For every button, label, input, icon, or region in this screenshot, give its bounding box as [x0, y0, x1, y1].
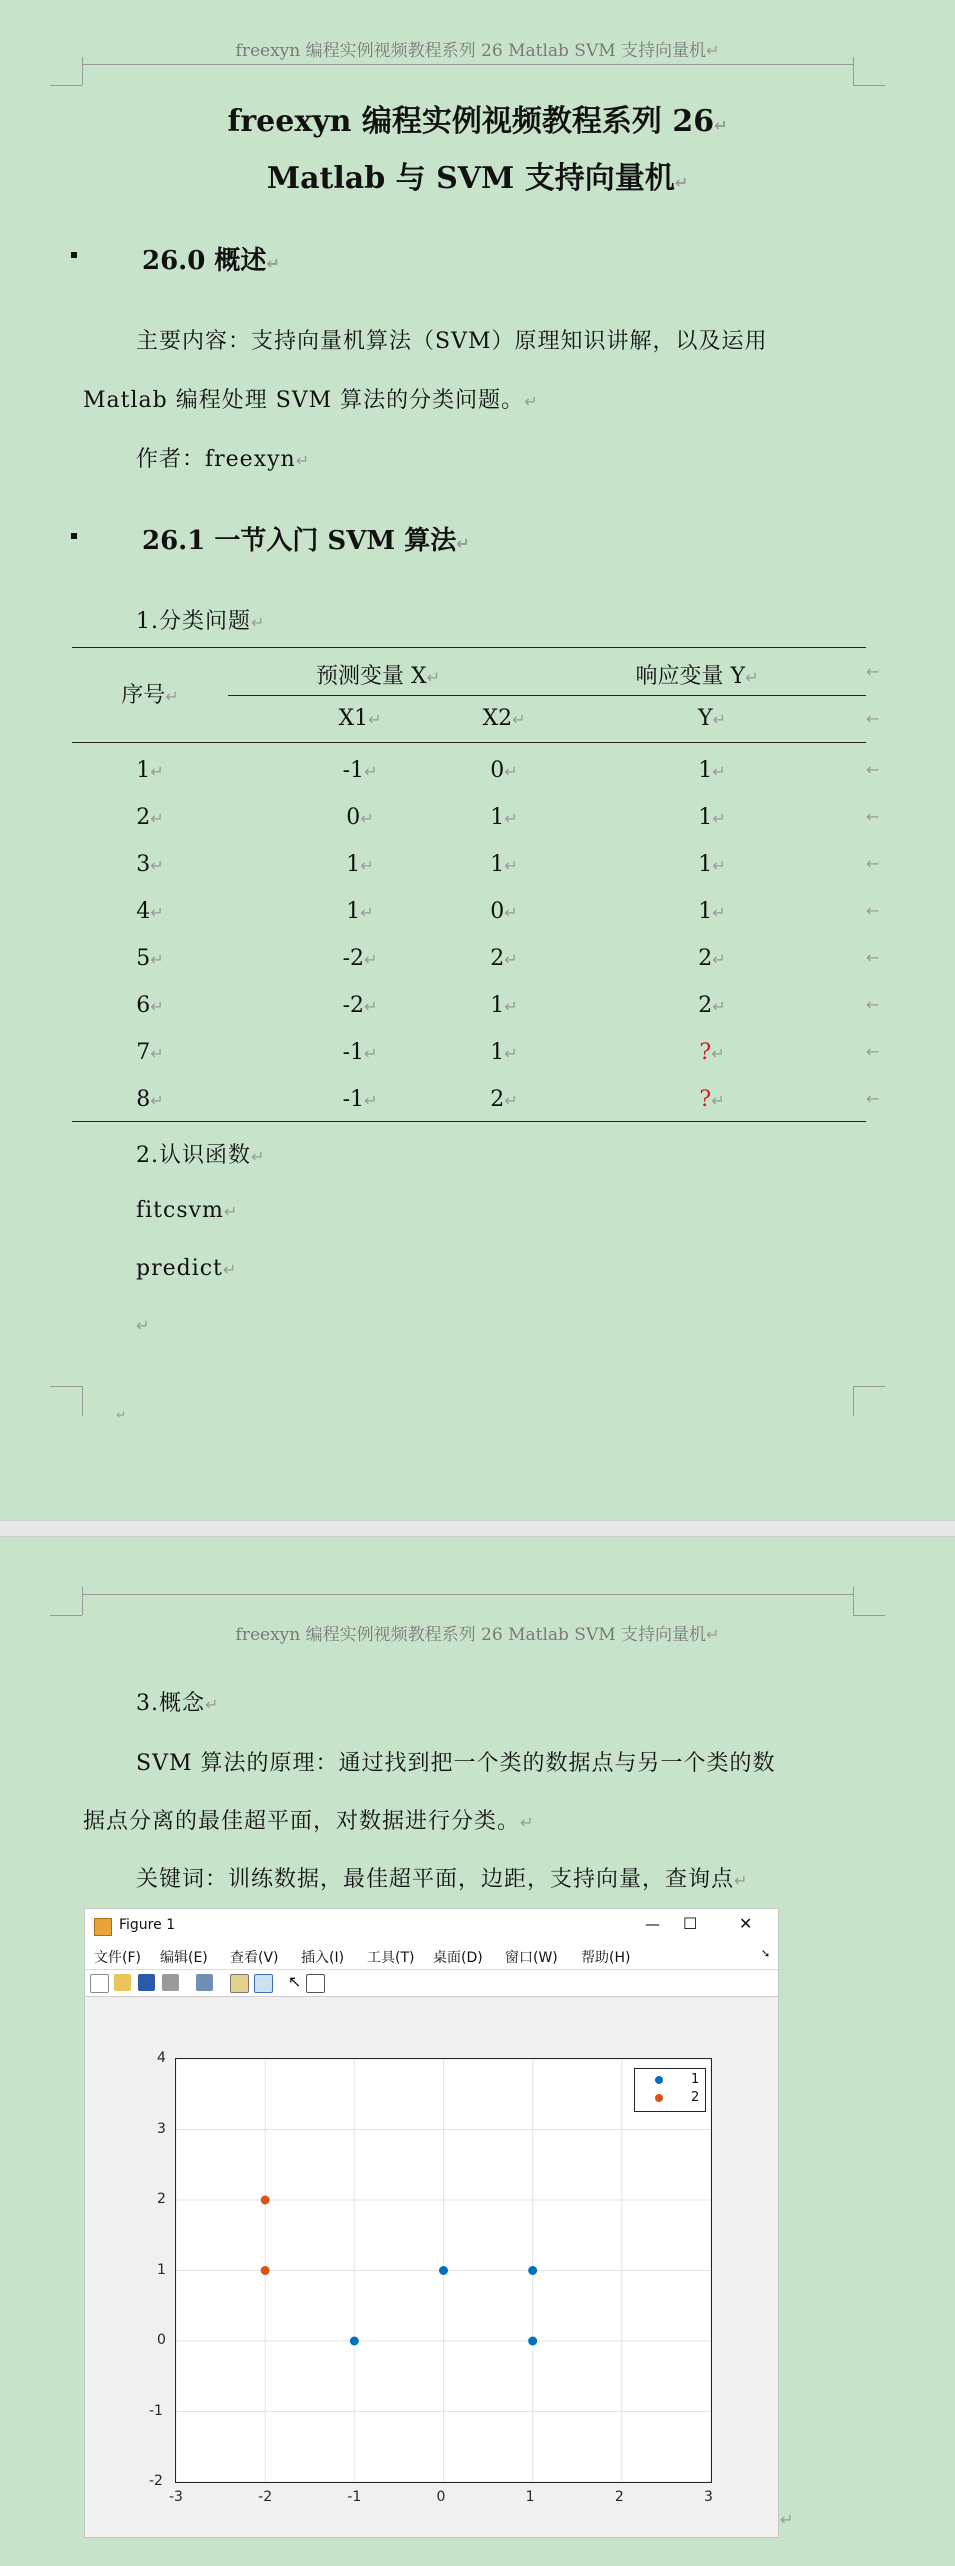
table-row: 4↵ 1↵ 0↵ 1↵ ←: [136, 899, 880, 924]
bullet-icon: [71, 533, 77, 539]
menu-insert[interactable]: 插入(I): [301, 1950, 345, 1966]
header-x1: X1↵: [338, 706, 382, 731]
new-file-icon[interactable]: [90, 1974, 109, 1993]
cell-x1: -1: [342, 758, 365, 783]
cell-x1: -2: [342, 993, 365, 1018]
data-point-series-1: [439, 2266, 448, 2275]
data-point-series-1: [350, 2337, 359, 2346]
figure-menu-bar: [85, 1943, 778, 1969]
cell-x1: 1: [346, 852, 361, 877]
table-row: 5↵ -2↵ 2↵ 2↵ ←: [136, 946, 880, 971]
pointer-icon[interactable]: ↖: [288, 1972, 302, 1991]
cell-x2: 0: [490, 899, 505, 924]
table-row: 7↵ -1↵ 1↵ ?↵ ←: [136, 1040, 880, 1065]
page-header: freexyn 编程实例视频教程系列 26 Matlab SVM 支持向量机↵: [235, 1625, 720, 1645]
matlab-logo-icon: [94, 1918, 112, 1936]
corner-mark: [82, 57, 83, 85]
corner-mark: [82, 1386, 83, 1416]
menu-desktop[interactable]: 桌面(D): [433, 1950, 483, 1966]
dock-arrow-icon[interactable]: ➘: [761, 1947, 771, 1960]
cell-x1: -2: [342, 946, 365, 971]
x-tick-label: -1: [347, 2489, 362, 2505]
corner-mark: [853, 1386, 854, 1416]
cell-x1: 0: [346, 805, 361, 830]
row-end-mark: ←: [866, 662, 880, 681]
concept-paragraph-line1: SVM 算法的原理：通过找到把一个类的数据点与另一个类的数: [136, 1751, 776, 1776]
menu-help[interactable]: 帮助(H): [581, 1950, 631, 1966]
header-index: 序号↵: [121, 683, 179, 708]
close-button[interactable]: ✕: [739, 1914, 753, 1933]
cell-index: 7: [136, 1040, 151, 1065]
x-tick-label: -2: [258, 2489, 273, 2505]
corner-mark: [853, 1587, 854, 1615]
function-name-predict: predict↵: [136, 1256, 238, 1281]
legend-marker-series-2: [655, 2094, 663, 2102]
paragraph-mark: ↵: [780, 2510, 794, 2529]
data-point-series-1: [528, 2337, 537, 2346]
table-row: 6↵ -2↵ 1↵ 2↵ ←: [136, 993, 880, 1018]
section-heading-svm: 26.1 一节入门 SVM 算法↵: [142, 526, 470, 556]
maximize-button[interactable]: ☐: [683, 1914, 698, 1933]
data-point-series-2: [261, 2196, 270, 2205]
cell-x1: 1: [346, 899, 361, 924]
cell-y: 2: [698, 993, 713, 1018]
y-tick-label: 0: [157, 2332, 166, 2348]
cell-x1: -1: [342, 1040, 365, 1065]
function-name-fitcsvm: fitcsvm↵: [136, 1198, 239, 1223]
figure-toolbar: [85, 1969, 778, 1997]
menu-view[interactable]: 查看(V): [230, 1950, 279, 1966]
cell-y: 1: [698, 805, 713, 830]
corner-mark: [853, 1386, 885, 1387]
y-tick-label: 1: [157, 2261, 166, 2278]
data-point-series-2: [261, 2266, 270, 2275]
corner-mark: [853, 1615, 885, 1616]
table-header-rule: [72, 742, 866, 743]
x-tick-label: 1: [525, 2489, 535, 2505]
plot-axes[interactable]: [175, 2058, 712, 2483]
list-item-concept: 3.概念↵: [136, 1691, 220, 1716]
corner-mark: [853, 85, 885, 86]
cell-index: 4: [136, 899, 151, 924]
bullet-icon: [71, 252, 77, 258]
cell-index: 5: [136, 946, 151, 971]
corner-mark: [82, 1587, 83, 1615]
cell-y: 1: [698, 852, 713, 877]
cell-x2: 0: [490, 758, 505, 783]
window-title: Figure 1: [119, 1917, 176, 1933]
property-inspector-icon[interactable]: [306, 1974, 325, 1993]
menu-file[interactable]: 文件(F): [94, 1950, 141, 1966]
data-table-header: [72, 648, 880, 742]
section-heading-overview: 26.0 概述↵: [142, 246, 280, 276]
list-item-classification: 1.分类问题↵: [136, 609, 266, 634]
cell-x2: 1: [490, 852, 505, 877]
keywords-line: 关键词：训练数据，最佳超平面，边距，支持向量，查询点↵: [136, 1867, 749, 1892]
header-rule: [82, 64, 853, 65]
corner-mark: [50, 1615, 82, 1616]
author-line: 作者：freexyn↵: [136, 447, 311, 472]
cell-y: 1: [698, 758, 713, 783]
menu-edit[interactable]: 编辑(E): [160, 1950, 208, 1966]
header-predictor-group: 预测变量 X↵: [315, 664, 441, 689]
y-tick-label: -1: [149, 2402, 163, 2419]
table-row: 8↵ -1↵ 2↵ ?↵ ←: [136, 1087, 880, 1112]
cell-x2: 1: [490, 805, 505, 830]
cell-x2: 1: [490, 1040, 505, 1065]
y-tick-label: -2: [149, 2473, 163, 2489]
page-header: freexyn 编程实例视频教程系列 26 Matlab SVM 支持向量机↵: [235, 41, 720, 61]
matlab-figure-window[interactable]: [84, 1908, 779, 2538]
y-tick-label: 2: [157, 2191, 166, 2207]
menu-window[interactable]: 窗口(W): [505, 1950, 558, 1966]
row-end-mark: ←: [866, 709, 880, 728]
y-tick-label: 4: [157, 2050, 166, 2066]
summary-paragraph-line2: Matlab 编程处理 SVM 算法的分类问题。↵: [83, 388, 539, 413]
cell-x2: 1: [490, 993, 505, 1018]
scatter-plot: [176, 2059, 711, 2482]
figure-title-bar[interactable]: [85, 1909, 778, 1943]
corner-mark: [50, 85, 82, 86]
table-row: 2↵ 0↵ 1↵ 1↵ ←: [136, 805, 880, 830]
x-tick-label: 3: [704, 2489, 713, 2505]
cell-index: 1: [136, 758, 151, 783]
header-rule: [82, 1594, 853, 1595]
paragraph-mark: ↵: [136, 1316, 150, 1335]
header-x2: X2↵: [482, 706, 526, 731]
print-icon[interactable]: [162, 1974, 179, 1991]
summary-paragraph-line1: 主要内容：支持向量机算法（SVM）原理知识讲解，以及运用: [136, 329, 768, 354]
cell-index: 3: [136, 852, 151, 877]
x-tick-label: 2: [614, 2489, 624, 2505]
save-icon[interactable]: [138, 1974, 155, 1991]
header-y: Y↵: [698, 706, 726, 731]
y-tick-label: 3: [157, 2120, 166, 2137]
corner-mark: [853, 57, 854, 85]
colorbar-icon[interactable]: [230, 1974, 249, 1993]
table-row: 1↵ -1↵ 0↵ 1↵ ←: [136, 758, 880, 783]
link-plot-icon[interactable]: [196, 1974, 213, 1991]
cell-x2: 2: [490, 1087, 505, 1112]
header-response-group: 响应变量 Y↵: [635, 664, 759, 689]
document-title-line2: Matlab 与 SVM 支持向量机↵: [266, 161, 689, 196]
list-item-functions: 2.认识函数↵: [136, 1143, 266, 1168]
paragraph-mark: ↵: [116, 1408, 127, 1422]
menu-tools[interactable]: 工具(T): [367, 1950, 415, 1966]
legend-icon[interactable]: [254, 1974, 273, 1993]
concept-paragraph-line2: 据点分离的最佳超平面，对数据进行分类。↵: [83, 1809, 535, 1834]
cell-y: 1: [698, 899, 713, 924]
cell-index: 8: [136, 1087, 151, 1112]
legend-box: [634, 2068, 706, 2112]
minimize-button[interactable]: —: [645, 1915, 660, 1933]
corner-mark: [50, 1386, 82, 1387]
legend-label-series-2: 2: [691, 2090, 700, 2105]
cell-x2: 2: [490, 946, 505, 971]
x-tick-label: 0: [436, 2489, 446, 2505]
cell-x1: -1: [342, 1087, 365, 1112]
legend-label-series-1: 1: [691, 2072, 700, 2087]
table-row: 3↵ 1↵ 1↵ 1↵ ←: [136, 852, 880, 877]
x-tick-label: -3: [169, 2489, 183, 2505]
cell-y: 2: [698, 946, 713, 971]
cell-index: 2: [136, 805, 151, 830]
document-title-line1: freexyn 编程实例视频教程系列 26↵: [227, 104, 728, 139]
cell-y-unknown: ?: [699, 1087, 712, 1112]
open-folder-icon[interactable]: [114, 1974, 131, 1991]
cell-index: 6: [136, 993, 151, 1018]
page-gap: [0, 1520, 955, 1537]
cell-y-unknown: ?: [699, 1040, 712, 1065]
data-point-series-1: [528, 2266, 537, 2275]
legend-marker-series-1: [655, 2076, 663, 2084]
